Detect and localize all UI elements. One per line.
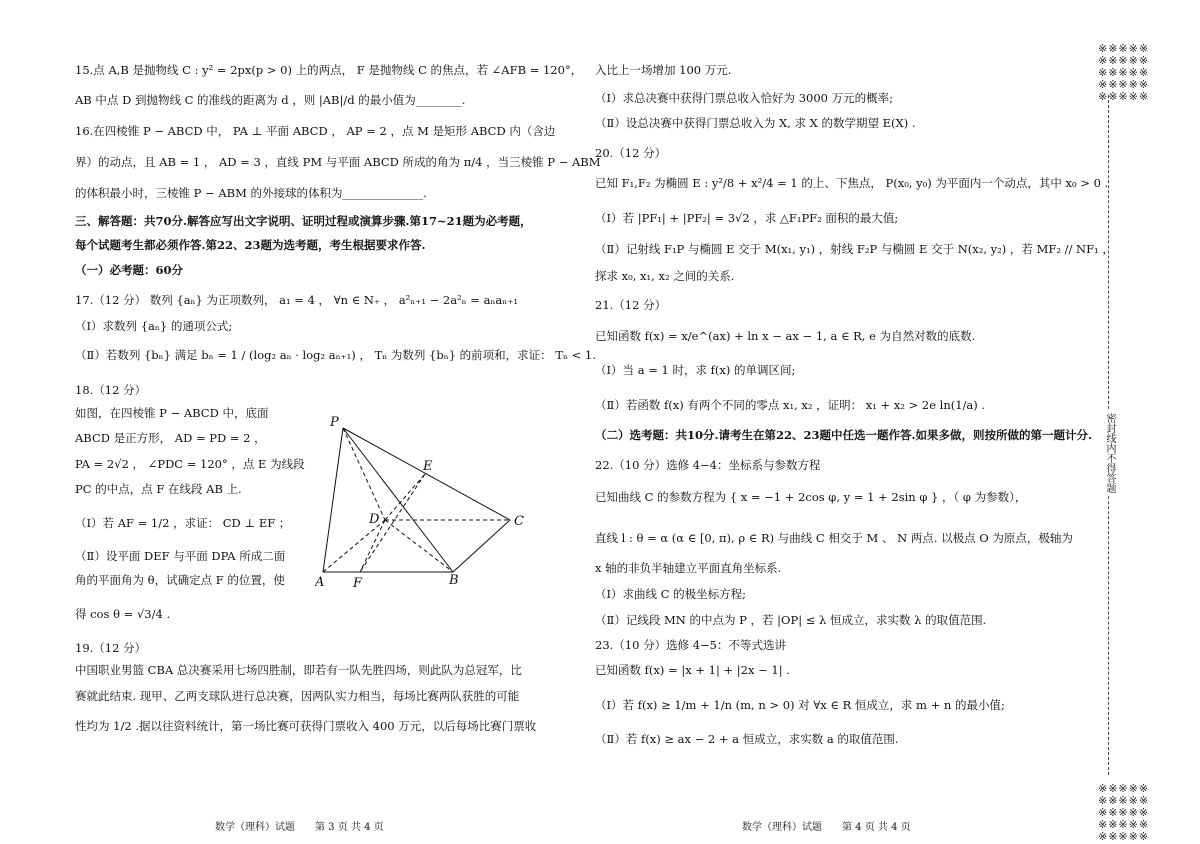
edge-BC — [453, 520, 510, 572]
right-text-line: （Ⅱ）若 f(x) ≥ ax − 2 + a 恒成立，求实数 a 的取值范围. — [595, 732, 899, 746]
left-text-line: 19.（12 分） — [75, 641, 147, 655]
seal-star-row: ※※※※※ — [1098, 42, 1150, 55]
left-text-line: 角的平面角为 θ，试确定点 F 的位置，使 — [75, 573, 285, 587]
edge-PB — [343, 428, 453, 572]
edge-PC — [343, 428, 510, 520]
seal-label: 密封线内不得答题 — [1102, 410, 1117, 496]
right-text-line: 已知函数 f(x) = x/e^(ax) + ln x − ax − 1, a ∈ R, e 为自然对数的底数. — [595, 329, 976, 343]
left-text-line: 17.（12 分） 数列 {aₙ} 为正项数列， a₁ = 4 ， ∀n ∈ N₊ ， a²ₙ₊₁ − 2a²ₙ = aₙaₙ₊₁ — [75, 293, 518, 307]
right-text-line: （Ⅰ）若 f(x) ≥ 1/m + 1/n (m, n > 0) 对 ∀x ∈ R 恒成立，求 m + n 的最小值; — [595, 698, 1005, 712]
left-text-line: 中国职业男篮 CBA 总决赛采用七场四胜制，即若有一队先胜四场，则此队为总冠军，比 — [75, 663, 522, 677]
label-B: B — [449, 573, 459, 588]
right-text-line: （Ⅰ）当 a = 1 时，求 f(x) 的单调区间; — [595, 363, 796, 377]
seal-star-row: ※※※※※ — [1098, 806, 1150, 819]
right-text-line: 已知 F₁,F₂ 为椭圆 E : y²/8 + x²/4 = 1 的上、下焦点， P(x₀, y₀) 为平面内一个动点，其中 x₀ > 0 . — [595, 176, 1109, 190]
right-text-line: 已知曲线 C 的参数方程为 { x = −1 + 2cos φ, y = 1 + 2sin φ } ，（ φ 为参数）， — [595, 490, 1027, 504]
footer-page-4: 数学（理科）试题 第 4 页 共 4 页 — [742, 822, 911, 833]
left-text-line: 15.点 A,B 是抛物线 C : y² = 2px(p > 0) 上的两点， F 是抛物线 C 的焦点，若 ∠AFB = 120°， — [75, 63, 583, 77]
right-text-line: （二）选考题：共10分.请考生在第22、23题中任选一题作答.如果多做，则按所做的第一题计分. — [595, 428, 1093, 442]
left-text-line: （Ⅰ）求数列 {aₙ} 的通项公式; — [75, 319, 233, 333]
left-text-line: PA = 2√2 ， ∠PDC = 120° ，点 E 为线段 — [75, 457, 305, 471]
footer-page-3: 数学（理科）试题 第 3 页 共 4 页 — [215, 822, 384, 833]
seal-star-row: ※※※※※ — [1098, 782, 1150, 795]
right-text-line: 20.（12 分） — [595, 146, 667, 160]
left-text-line: 界）的动点，且 AB = 1 ， AD = 3 ，直线 PM 与平面 ABCD 所成的角为 π/4 ，当三棱锥 P − ABM — [75, 155, 601, 169]
right-text-line: 入比上一场增加 100 万元. — [595, 63, 732, 77]
left-text-line: PC 的中点，点 F 在线段 AB 上. — [75, 482, 242, 496]
seal-star-row: ※※※※※ — [1098, 54, 1150, 67]
right-text-line: （Ⅱ）若函数 f(x) 有两个不同的零点 x₁, x₂ ，证明： x₁ + x₂ > 2e ln(1/a) . — [595, 398, 986, 412]
right-text-line: （Ⅰ）求总决赛中获得门票总收入恰好为 3000 万元的概率; — [595, 91, 893, 105]
seal-star-row: ※※※※※ — [1098, 90, 1150, 103]
left-text-line: 16.在四棱锥 P − ABCD 中， PA ⊥ 平面 ABCD ， AP = 2 ，点 M 是矩形 ABCD 内（含边 — [75, 124, 556, 138]
label-E: E — [423, 459, 433, 474]
label-C: C — [514, 514, 524, 529]
left-text-line: 性均为 1/2 .据以往资料统计，第一场比赛可获得门票收入 400 万元，以后每场比赛门票收 — [75, 719, 537, 733]
edge-AD — [323, 520, 385, 572]
right-text-line: （Ⅱ）记线段 MN 的中点为 P ，若 |OP| ≤ λ 恒成立，求实数 λ 的取值范围. — [595, 613, 987, 627]
left-text-line: 的体积最小时，三棱锥 P − ABM 的外接球的体积为______________. — [75, 186, 427, 200]
right-text-line: x 轴的非负半轴建立平面直角坐标系. — [595, 561, 782, 575]
right-text-line: （Ⅱ）设总决赛中获得门票总收入为 X, 求 X 的数学期望 E(X) . — [595, 116, 916, 130]
pyramid-figure — [315, 410, 535, 595]
right-text-line: 探求 x₀, x₁, x₂ 之间的关系. — [595, 269, 735, 283]
right-text-line: （Ⅰ）求曲线 C 的极坐标方程; — [595, 587, 747, 601]
left-text-line: 18.（12 分） — [75, 383, 147, 397]
right-text-line: 23.（10 分）选修 4−5：不等式选讲 — [595, 638, 787, 652]
left-text-line: （一）必考题：60分 — [75, 263, 184, 277]
right-text-line: 直线 l : θ = α (α ∈ [0, π), ρ ∈ R) 与曲线 C 相交于 M 、 N 两点. 以极点 O 为原点，极轴为 — [595, 531, 1073, 545]
seal-star-row: ※※※※※ — [1098, 78, 1150, 91]
right-text-line: 已知函数 f(x) = |x + 1| + |2x − 1| . — [595, 663, 790, 677]
left-text-line: 每个试题考生都必须作答.第22、23题为选考题，考生根据要求作答. — [75, 238, 426, 252]
left-text-line: 三、解答题：共70分.解答应写出文字说明、证明过程或演算步骤.第17~21题为必考题， — [75, 214, 532, 228]
left-text-line: AB 中点 D 到抛物线 C 的准线的距离为 d ，则 |AB|/d 的最小值为________. — [75, 93, 466, 107]
label-F: F — [353, 576, 363, 591]
left-text-line: 赛就此结束. 现甲、乙两支球队进行总决赛，因两队实力相当，每场比赛两队获胜的可能 — [75, 689, 520, 703]
seal-star-row: ※※※※※ — [1098, 818, 1150, 831]
segment-DE — [385, 474, 425, 520]
right-text-line: 22.（10 分）选修 4−4：坐标系与参数方程 — [595, 458, 821, 472]
label-A: A — [315, 575, 325, 590]
left-text-line: 得 cos θ = √3/4 . — [75, 607, 171, 621]
seal-star-row: ※※※※※ — [1098, 66, 1150, 79]
seal-star-row: ※※※※※ — [1098, 794, 1150, 807]
left-text-line: （Ⅰ）若 AF = 1/2 ，求证： CD ⊥ EF ； — [75, 516, 291, 530]
right-text-line: 21.（12 分） — [595, 298, 667, 312]
right-text-line: （Ⅱ）记射线 F₁P 与椭圆 E 交于 M(x₁, y₁) ，射线 F₂P 与椭圆 E 交于 N(x₂, y₂) ，若 MF₂ // NF₁ ， — [595, 242, 1114, 256]
segment-DF — [360, 520, 385, 572]
label-D: D — [369, 512, 380, 527]
edge-PA — [323, 428, 343, 572]
left-text-line: 如图，在四棱锥 P − ABCD 中，底面 — [75, 406, 269, 420]
left-text-line: （Ⅱ）若数列 {bₙ} 满足 bₙ = 1 / (log₂ aₙ · log₂ aₙ₊₁) ， Tₙ 为数列 {bₙ} 的前项和，求证： Tₙ < 1. — [75, 348, 596, 362]
right-text-line: （Ⅰ）若 |PF₁| + |PF₂| = 3√2 ，求 △F₁PF₂ 面积的最大值; — [595, 211, 899, 225]
left-text-line: ABCD 是正方形， AD = PD = 2 ， — [75, 431, 266, 445]
left-text-line: （Ⅱ）设平面 DEF 与平面 DPA 所成二面 — [75, 549, 286, 563]
label-P: P — [330, 415, 339, 430]
seal-star-row: ※※※※※ — [1098, 830, 1150, 843]
